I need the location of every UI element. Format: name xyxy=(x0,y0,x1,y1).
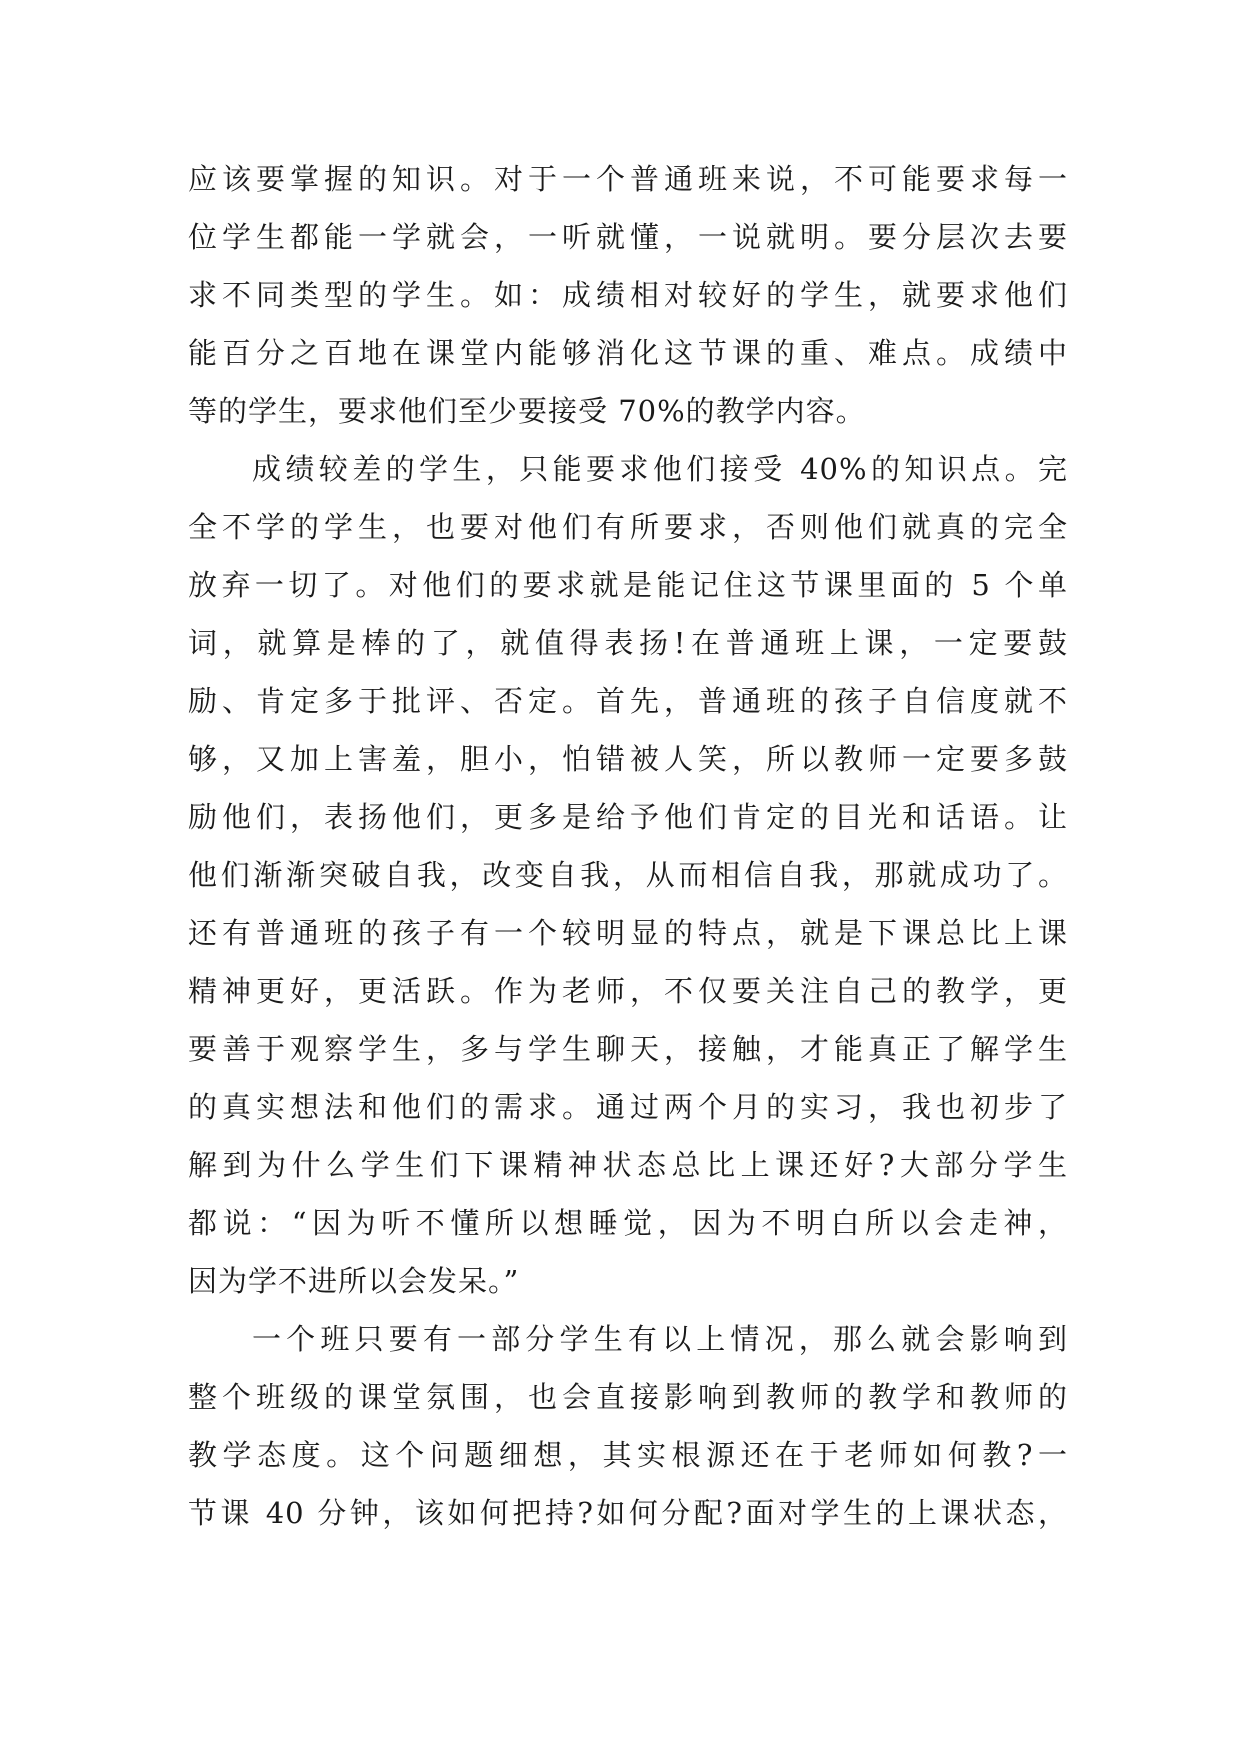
text-line: 因为学不进所以会发呆。” xyxy=(188,1264,520,1298)
text-line: 够，又加上害羞，胆小，怕错被人笑，所以教师一定要多鼓 xyxy=(188,742,1068,776)
text-line: 励、肯定多于批评、否定。首先，普通班的孩子自信度就不 xyxy=(188,684,1068,718)
text-line: 精神更好，更活跃。作为老师，不仅要关注自己的教学，更 xyxy=(188,974,1068,1008)
text-line: 的真实想法和他们的需求。通过两个月的实习，我也初步了 xyxy=(188,1090,1068,1124)
text-line: 都说：“因为听不懂所以想睡觉，因为不明白所以会走神， xyxy=(188,1206,1068,1240)
text-line: 励他们，表扬他们，更多是给予他们肯定的目光和话语。让 xyxy=(188,800,1068,834)
text-line: 节课 40 分钟，该如何把持?如何分配?面对学生的上课状态， xyxy=(188,1496,1068,1530)
text-line: 词，就算是棒的了，就值得表扬!在普通班上课，一定要鼓 xyxy=(188,626,1068,660)
text-line: 解到为什么学生们下课精神状态总比上课还好?大部分学生 xyxy=(188,1148,1068,1182)
text-line: 教学态度。这个问题细想，其实根源还在于老师如何教?一 xyxy=(188,1438,1068,1472)
text-line: 位学生都能一学就会，一听就懂，一说就明。要分层次去要 xyxy=(188,220,1068,254)
text-line: 放弃一切了。对他们的要求就是能记住这节课里面的 5 个单 xyxy=(188,568,1068,602)
text-line: 还有普通班的孩子有一个较明显的特点，就是下课总比上课 xyxy=(188,916,1068,950)
text-line: 等的学生，要求他们至少要接受 70%的教学内容。 xyxy=(188,394,866,428)
text-line: 他们渐渐突破自我，改变自我，从而相信自我，那就成功了。 xyxy=(188,858,1068,892)
text-line: 求不同类型的学生。如：成绩相对较好的学生，就要求他们 xyxy=(188,278,1068,312)
text-line: 应该要掌握的知识。对于一个普通班来说，不可能要求每一 xyxy=(188,162,1068,196)
document-body xyxy=(188,150,1068,1542)
text-line: 成绩较差的学生，只能要求他们接受 40%的知识点。完 xyxy=(252,452,1068,486)
text-line: 要善于观察学生，多与学生聊天，接触，才能真正了解学生 xyxy=(188,1032,1068,1066)
text-line: 全不学的学生，也要对他们有所要求，否则他们就真的完全 xyxy=(188,510,1068,544)
text-line: 能百分之百地在课堂内能够消化这节课的重、难点。成绩中 xyxy=(188,336,1068,370)
text-line: 一个班只要有一部分学生有以上情况，那么就会影响到 xyxy=(252,1322,1068,1356)
text-line: 整个班级的课堂氛围，也会直接影响到教师的教学和教师的 xyxy=(188,1380,1068,1414)
